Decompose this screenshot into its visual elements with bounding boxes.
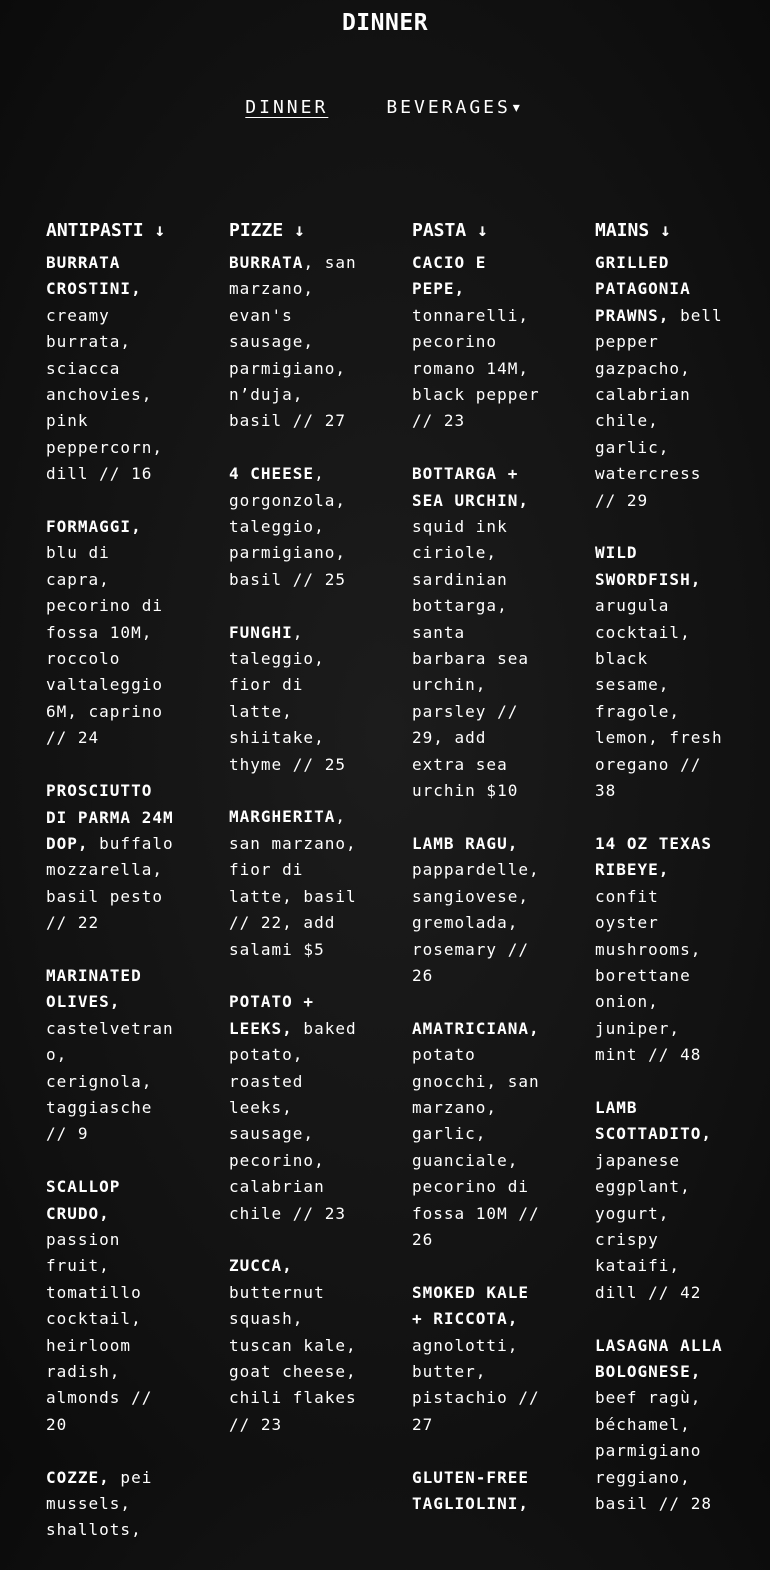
item-name: LAMB SCOTTADITO,: [595, 1097, 712, 1144]
item-description: beef ragù, béchamel, parmigiano reggiano, basil // 28: [595, 1388, 712, 1514]
item-description: buffalo mozzarella, basil pesto // 22: [46, 833, 174, 933]
item-description: squid ink ciriole, sardinian bottarga, santa barbara sea urchin, parsley // 29, add extra sea urchin $10: [412, 517, 529, 801]
item-name: WILD SWORDFISH,: [595, 543, 702, 589]
item-description: tonnarelli, pecorino romano 14M, black pepper // 23: [412, 305, 540, 431]
item-description: potato gnocchi, san marzano, garlic, guanciale, pecorino di fossa 10M // 26: [412, 1045, 540, 1249]
heading-mains[interactable]: MAINS ↓: [595, 220, 671, 241]
item-description: agnolotti, butter, pistachio // 27: [412, 1335, 540, 1434]
item-name: BURRATA CROSTINI,: [46, 253, 142, 299]
column-pizze: [229, 218, 366, 1570]
item-description: , taleggio, fior di latte, shiitake, thyme // 25: [229, 622, 346, 774]
item-name: LASAGNA ALLA BOLOGNESE,: [595, 1335, 723, 1381]
heading-antipasti[interactable]: ANTIPASTI ↓: [46, 220, 166, 241]
menu-item: [595, 540, 732, 804]
nav-dinner-link[interactable]: DINNER: [245, 97, 329, 118]
item-description: japanese eggplant, yogurt, crispy kataifi, dill // 42: [595, 1150, 702, 1302]
menu-item: [412, 461, 549, 804]
menu-item: [229, 461, 366, 593]
item-description: arugula cocktail, black sesame, fragole, lemon, fresh oregano // 38: [595, 596, 723, 801]
page-title: DINNER: [341, 10, 429, 36]
menu-item: [46, 1465, 183, 1544]
menu-nav: [0, 97, 770, 118]
menu-item: [595, 831, 732, 1069]
menu-columns: [46, 218, 732, 1570]
column-antipasti: [46, 218, 183, 1570]
item-name: MARGHERITA: [229, 807, 336, 827]
menu-item: [46, 250, 183, 488]
item-name: BURRATA: [229, 253, 304, 272]
item-description: butternut squash, tuscan kale, goat cheese, chili flakes // 23: [229, 1282, 357, 1434]
item-name: COZZE,: [46, 1467, 110, 1487]
item-description: pappardelle, sangiovese, gremolada, rosemary // 26: [412, 860, 540, 985]
menu-item: [229, 620, 366, 778]
item-description: pei mussels, shallots,: [46, 1467, 153, 1540]
column-pasta: [412, 218, 549, 1570]
menu-item: [229, 989, 366, 1227]
item-name: SCALLOP CRUDO,: [46, 1177, 121, 1223]
menu-item: [46, 778, 183, 936]
item-name: 4 CHEESE: [229, 464, 315, 484]
item-name: POTATO + LEEKS,: [229, 992, 315, 1038]
item-name: GLUTEN-FREE TAGLIOLINI,: [412, 1467, 529, 1514]
nav-beverages-dropdown[interactable]: BEVERAGES▾: [386, 97, 525, 118]
menu-item: [229, 804, 366, 962]
menu-item: [46, 514, 183, 752]
heading-pizze[interactable]: PIZZE ↓: [229, 220, 305, 241]
item-description: creamy burrata, sciacca anchovies, pink peppercorn, dill // 16: [46, 305, 163, 484]
menu-item: [46, 963, 183, 1148]
menu-item: [595, 1333, 732, 1518]
item-description: , san marzano, fior di latte, basil // 22, add salami $5: [229, 807, 357, 959]
item-description: , san marzano, evan's sausage, parmigiano, n’duja, basil // 27: [229, 253, 357, 431]
item-name: GRILLED PATAGONIA PRAWNS,: [595, 253, 691, 325]
item-name: CACIO E PEPE,: [412, 253, 487, 299]
item-description: castelvetrano, cerignola, taggiasche // 9: [46, 1018, 174, 1144]
column-mains: [595, 218, 732, 1570]
menu-item: [412, 1016, 549, 1254]
item-description: , gorgonzola, taleggio, parmigiano, basil // 25: [229, 464, 346, 589]
heading-pasta[interactable]: PASTA ↓: [412, 220, 488, 241]
item-description: passion fruit, tomatillo cocktail, heirloom radish, almonds // 20: [46, 1229, 153, 1434]
menu-item: [412, 1280, 549, 1438]
item-name: FUNGHI: [229, 622, 293, 642]
item-name: SMOKED KALE + RICCOTA,: [412, 1282, 529, 1329]
item-name: MARINATED OLIVES,: [46, 965, 142, 1012]
item-name: AMATRICIANA,: [412, 1018, 540, 1038]
menu-item: [412, 250, 549, 435]
item-name: 14 OZ TEXAS RIBEYE,: [595, 833, 712, 880]
menu-item: [595, 250, 732, 514]
item-description: blu di capra, pecorino di fossa 10M, roccolo valtaleggio 6M, caprino // 24: [46, 543, 163, 748]
item-name: FORMAGGI,: [46, 517, 142, 537]
item-description: bell pepper gazpacho, calabrian chile, garlic, watercress // 29: [595, 305, 723, 510]
menu-item: [595, 1095, 732, 1306]
menu-item: [229, 1253, 366, 1438]
item-name: LAMB RAGU,: [412, 833, 519, 853]
item-name: PROSCIUTTO DI PARMA 24M DOP,: [46, 781, 174, 853]
item-name: ZUCCA,: [229, 1256, 293, 1276]
item-description: confit oyster mushrooms, borettane onion, juniper, mint // 48: [595, 886, 702, 1065]
item-description: baked potato, roasted leeks, sausage, pecorino, calabrian chile // 23: [229, 1018, 357, 1223]
menu-item: [46, 1174, 183, 1438]
item-name: BOTTARGA + SEA URCHIN,: [412, 464, 529, 510]
menu-item: [229, 250, 366, 435]
menu-item: [412, 1465, 549, 1518]
menu-item: [412, 831, 549, 989]
